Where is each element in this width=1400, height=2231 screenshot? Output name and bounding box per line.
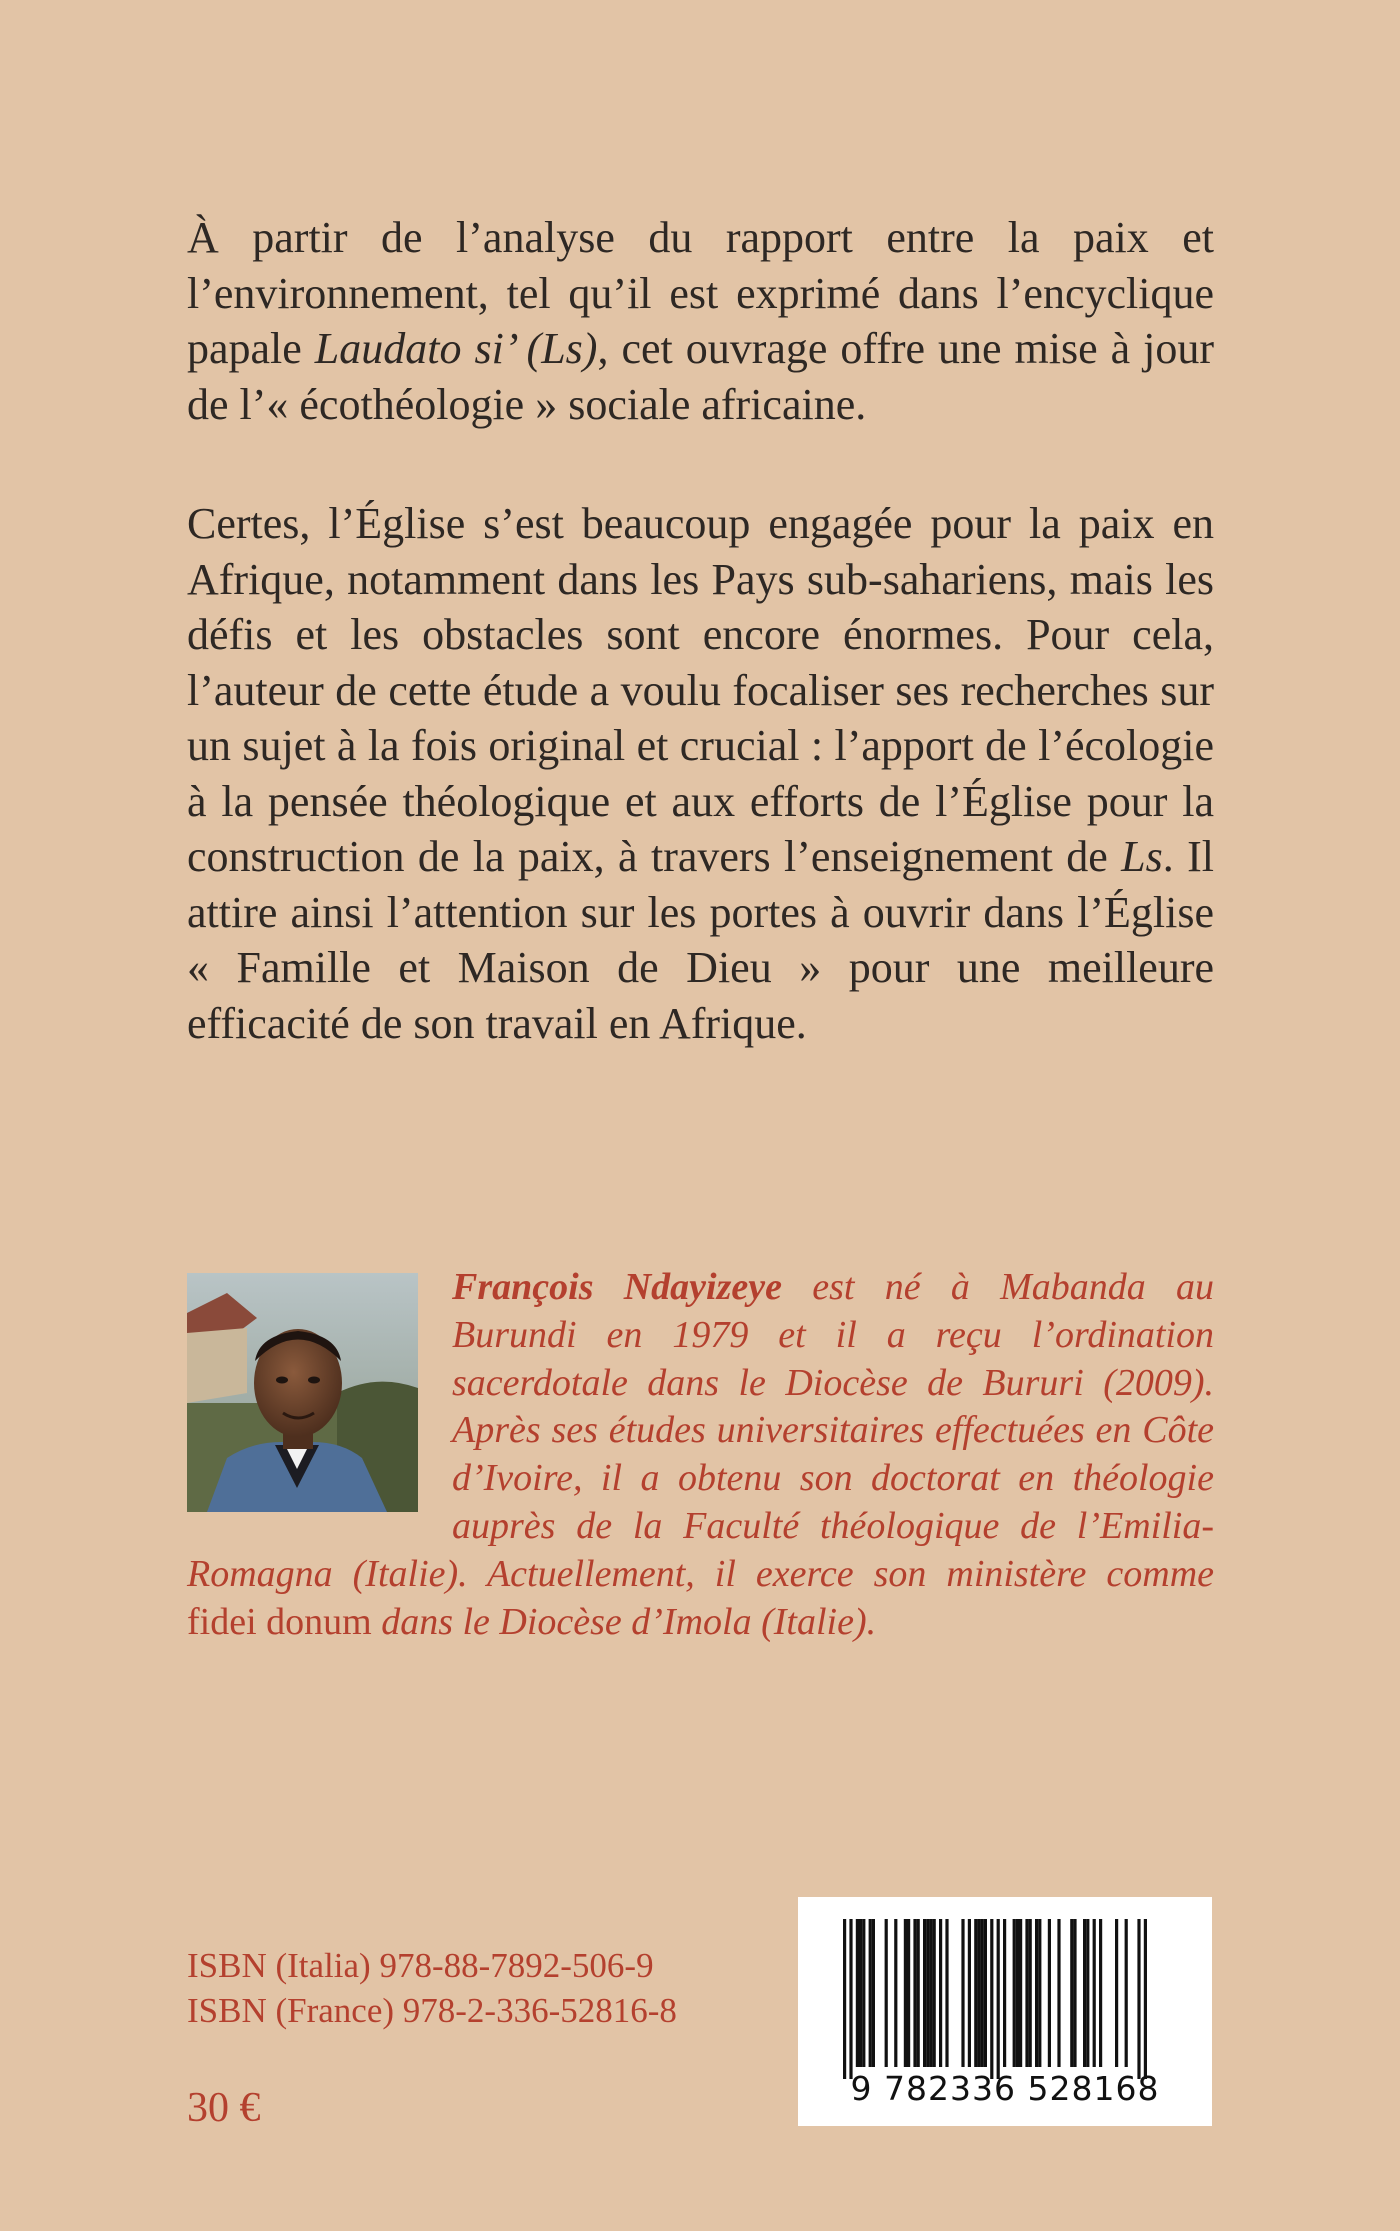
barcode-bar: [990, 1919, 993, 2079]
isbn-italia: ISBN (Italia) 978-88-7892-506-9: [187, 1946, 654, 1985]
barcode-bar: [913, 1919, 916, 2067]
barcode-bar: [869, 1919, 872, 2067]
barcode-bar: [974, 1919, 977, 2067]
author-bio-text-b: dans le Diocèse d’Imola (Italie).: [371, 1600, 877, 1643]
barcode-bar: [1086, 1919, 1089, 2067]
barcode-bar: [1013, 1919, 1016, 2067]
summary-p1-text-a: À partir de l’analyse du rapport entre la paix et l’environnement, tel qu’il est exprimé dans l’encyclique papale: [187, 213, 1214, 373]
barcode-bar: [1035, 1919, 1038, 2067]
barcode-bar: [885, 1919, 888, 2067]
author-bio: [187, 1264, 1214, 1646]
summary-p1-text-b: , cet ouvrage offre une mise à jour de l’« écothéologie » sociale africaine.: [187, 324, 1215, 429]
barcode-bar: [1025, 1919, 1028, 2067]
barcode-bar: [1137, 1919, 1140, 2079]
summary-paragraph-2: [187, 496, 1214, 1051]
barcode-bar: [945, 1919, 948, 2067]
barcode-bar: [929, 1919, 932, 2067]
barcode-bar: [1029, 1919, 1032, 2067]
barcode-bar: [1070, 1919, 1073, 2067]
barcode-bar: [1003, 1919, 1006, 2067]
summary-p2-text-b: . Il attire ainsi l’attention sur les portes à ouvrir dans l’Église « Famille et Maison de Dieu » pour une meilleure efficacité de son travail en Afrique.: [187, 832, 1214, 1048]
barcode-bar: [917, 1919, 920, 2067]
barcode-bar: [1083, 1919, 1086, 2067]
summary-p2-text-a: Certes, l’Église s’est beaucoup engagée pour la paix en Afrique, notamment dans les Pays sub-sahariens, mais les défis et les obstacles sont encore énormes. Pour cela, l’auteur de cette étude a voulu focaliser ses recherches sur un sujet à la fois original et crucial : l’apport de l’écologie à la pensée théologique et aux efforts de l’Église pour la construction de la paix, à travers l’enseignement de: [187, 499, 1214, 881]
barcode-bar: [997, 1919, 1000, 2079]
barcode-bar: [862, 1919, 865, 2067]
barcode-bar: [984, 1919, 987, 2067]
barcode-bar: [904, 1919, 907, 2067]
barcode-bar: [1099, 1919, 1102, 2067]
barcode-bar: [1144, 1919, 1147, 2079]
barcode-bar: [961, 1919, 964, 2067]
barcode-bar: [923, 1919, 926, 2067]
barcode-bar: [1019, 1919, 1022, 2067]
barcode: [798, 1897, 1212, 2126]
barcode-bar: [1125, 1919, 1128, 2067]
barcode-bar: [872, 1919, 875, 2067]
barcode-bar: [1038, 1919, 1041, 2067]
encyclical-title: Laudato si’ (Ls): [314, 324, 598, 373]
barcode-bar: [856, 1919, 859, 2067]
barcode-bar: [894, 1919, 897, 2067]
author-bio-fidei-donum: fidei donum: [187, 1600, 372, 1643]
barcode-bar: [981, 1919, 984, 2067]
barcode-bar: [933, 1919, 936, 2067]
barcode-bar: [1115, 1919, 1118, 2067]
encyclical-abbreviation: Ls: [1121, 832, 1163, 881]
barcode-bar: [849, 1919, 852, 2079]
barcode-bar: [907, 1919, 910, 2067]
barcode-bar: [939, 1919, 942, 2067]
barcode-bar: [859, 1919, 862, 2067]
isbn-france: ISBN (France) 978-2-336-52816-8: [187, 1991, 677, 2030]
author-bio-text-a: est né à Mabanda au Burundi en 1979 et il a reçu l’ordination sacerdotale dans le Diocèse de Bururi (2009). Après ses études universitaires effectuées en Côte d’Ivoire, il a obtenu son doctorat en théologie auprès de la Faculté théologique de l’Emilia-Romagna (Italie). Actuellement, il exerce son ministère comme: [187, 1266, 1215, 1595]
barcode-bar: [968, 1919, 971, 2067]
barcode-bar: [1048, 1919, 1051, 2067]
barcode-bar: [926, 1919, 929, 2067]
barcode-bar: [1016, 1919, 1019, 2067]
barcode-digits: 9 782336 528168: [850, 2069, 1160, 2108]
barcode-bar: [1073, 1919, 1076, 2067]
barcode-bar: [1093, 1919, 1096, 2067]
summary-paragraph-1: [187, 210, 1214, 432]
barcode-bar: [977, 1919, 980, 2067]
price: 30 €: [187, 2085, 261, 2131]
author-name: François Ndayizeye: [452, 1266, 782, 1308]
barcode-bar: [843, 1919, 846, 2079]
barcode-bar: [1057, 1919, 1060, 2067]
